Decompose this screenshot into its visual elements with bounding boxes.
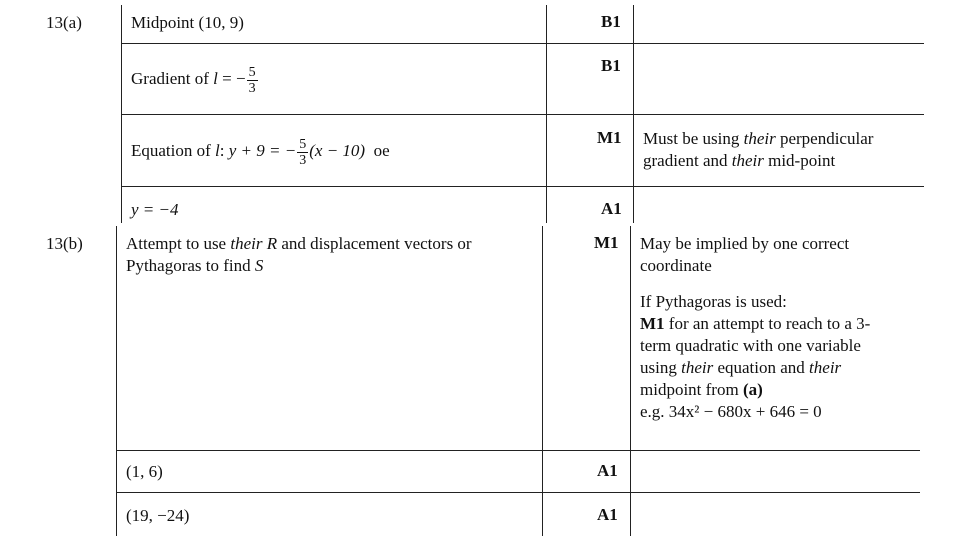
- b-g-line4: for an attempt to reach to a 3-: [668, 314, 871, 333]
- a-row3-answer: [131, 130, 390, 172]
- b-g-line5: term quadratic with one variable: [640, 336, 861, 355]
- b-g-line7b: (a): [742, 380, 763, 399]
- a-row3-frac-den: 3: [299, 152, 307, 168]
- a-row2-frac-den: 3: [248, 80, 256, 96]
- a-row3-g2: perpendicular: [779, 129, 874, 148]
- a-row4-answer: [131, 199, 179, 221]
- b-row1-S: S: [254, 256, 264, 275]
- a-row3-colon: :: [219, 141, 225, 160]
- b-row1-a3: Pythagoras to find: [126, 256, 251, 275]
- a-row1-mark: B1: [601, 12, 621, 31]
- b-mark-guidance-divider: [630, 226, 631, 536]
- b-row1-bottom: [116, 450, 920, 451]
- b-g-line1: May be implied by one correct: [640, 234, 850, 253]
- b-g-line7a: midpoint from: [640, 380, 739, 399]
- b-g-m1: M1: [640, 314, 665, 333]
- b-g-line2: coordinate: [640, 256, 712, 275]
- b-row3-mark: A1: [597, 505, 618, 524]
- a-row3-frac-num: 5: [299, 136, 307, 152]
- a-row1-bottom: [121, 43, 924, 44]
- a-row2-mark: B1: [601, 56, 621, 75]
- b-row1-a2: and displacement vectors or: [281, 234, 472, 253]
- a-row3-g3: gradient and: [643, 151, 728, 170]
- b-row1-R: R: [266, 234, 278, 253]
- a-row3-oe: oe: [373, 141, 390, 160]
- a-row3-g-their2: their: [731, 151, 764, 170]
- b-row1-answer: [126, 233, 472, 277]
- a-row3-bottom: [121, 186, 924, 187]
- a-row2-var: l: [213, 69, 218, 88]
- a-row1-answer: Midpoint (10, 9): [131, 13, 244, 32]
- a-row4-answer-text: y = −4: [131, 200, 179, 219]
- b-row1-mark: M1: [594, 233, 619, 252]
- a-row3-mark: M1: [597, 128, 622, 147]
- a-row3-eq-left: y + 9 = −: [228, 141, 297, 160]
- a-row3-guidance: [643, 128, 873, 172]
- b-row2-answer: (1, 6): [126, 462, 163, 481]
- a-row3-fraction: [297, 137, 308, 168]
- part-a-label: 13(a): [46, 13, 82, 32]
- b-g-line3: If Pythagoras is used:: [640, 292, 787, 311]
- a-row3-var: l: [215, 141, 220, 160]
- part-b-label: 13(b): [46, 234, 83, 253]
- a-row2-prefix: Gradient of: [131, 69, 209, 88]
- a-row2-bottom: [121, 114, 924, 115]
- a-row2-frac-num: 5: [248, 64, 256, 80]
- a-row2-fraction: [247, 65, 258, 96]
- b-row1-a1: Attempt to use: [126, 234, 227, 253]
- b-row2-bottom: [116, 492, 920, 493]
- b-g-their1: their: [681, 358, 714, 377]
- b-row2-mark: A1: [597, 461, 618, 480]
- b-row1-their: their: [230, 234, 263, 253]
- b-row1-guidance: [640, 233, 870, 423]
- a-row3-g4: mid-point: [768, 151, 836, 170]
- b-left-border: [116, 226, 117, 536]
- a-row3-g-their1: their: [743, 129, 776, 148]
- a-row2-answer: [131, 58, 259, 100]
- a-row4-mark: A1: [601, 199, 622, 218]
- b-answer-mark-divider: [542, 226, 543, 536]
- a-row2-eq: = −: [222, 69, 246, 88]
- b-g-line6a: using: [640, 358, 677, 377]
- a-row3-prefix: Equation of: [131, 141, 211, 160]
- b-g-line6b: equation and: [717, 358, 805, 377]
- b-g-their2: their: [809, 358, 842, 377]
- a-row3-eq-right: (x − 10): [309, 141, 366, 160]
- b-g-line8: e.g. 34x² − 680x + 646 = 0: [640, 402, 822, 421]
- b-row3-answer: (19, −24): [126, 506, 190, 525]
- a-row3-g1: Must be using: [643, 129, 740, 148]
